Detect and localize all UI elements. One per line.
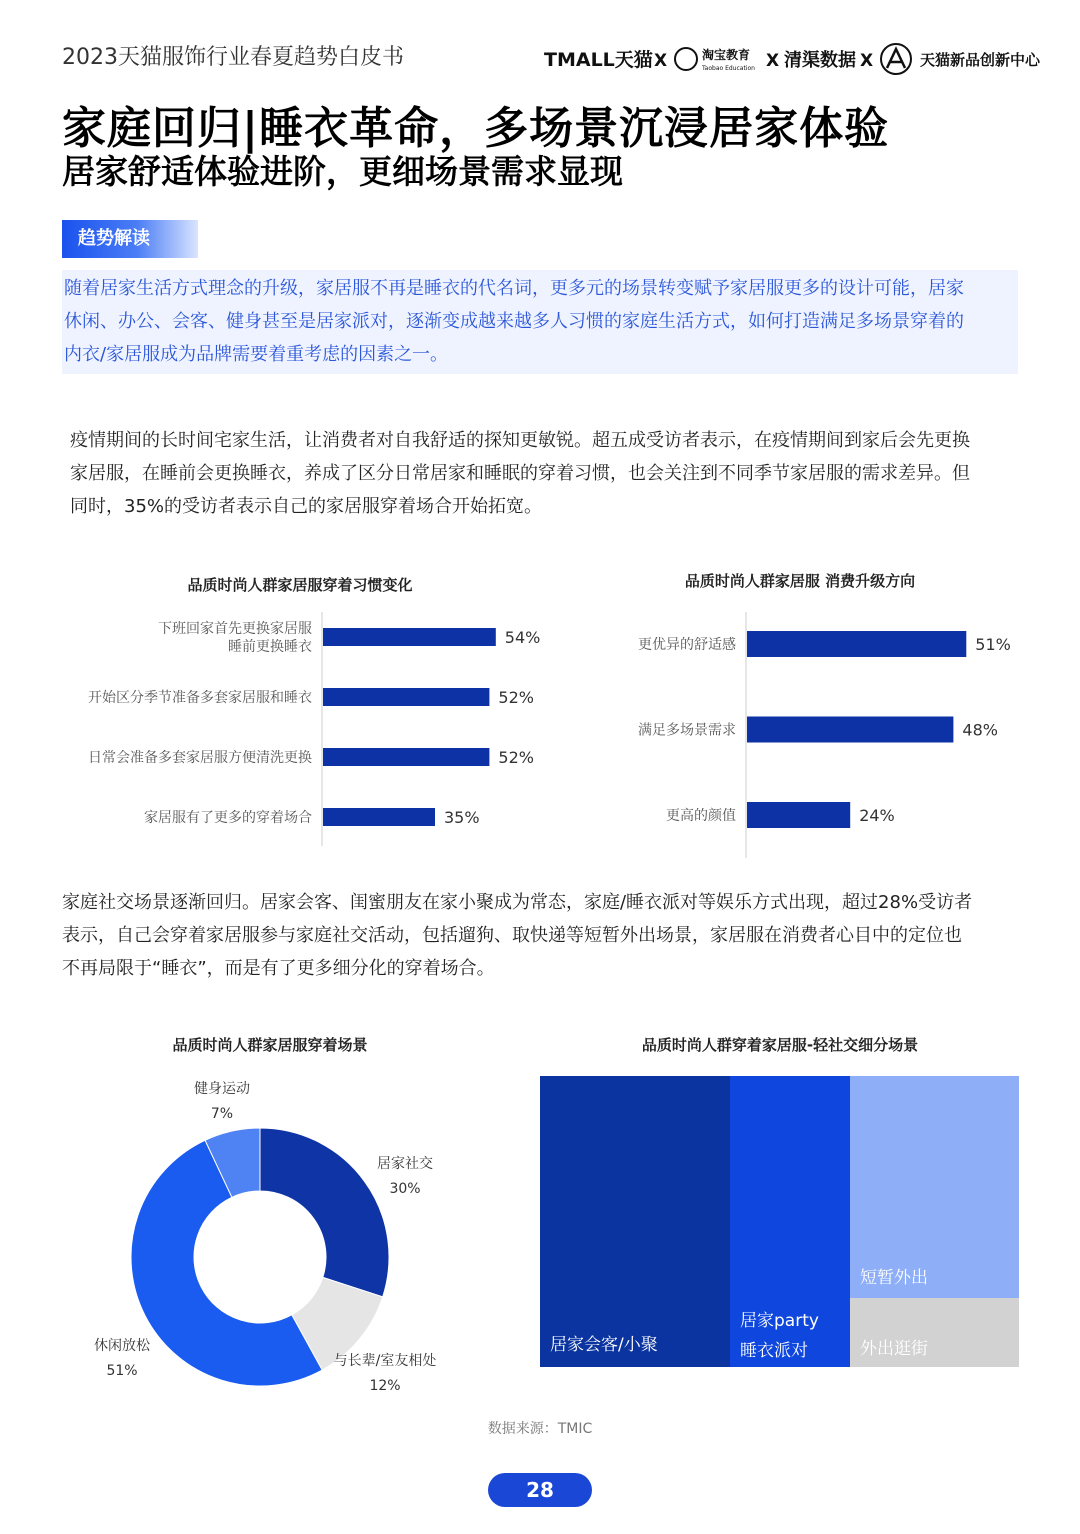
treemap-label: 睡衣派对 bbox=[740, 1341, 808, 1361]
innovation-center-logo: 天猫新品创新中心 bbox=[920, 51, 1041, 69]
trend-box bbox=[62, 270, 1018, 374]
donut-slice-value: 30% bbox=[389, 1181, 421, 1197]
trend-line: 内衣/家居服成为品牌需要着重考虑的因素之一。 bbox=[64, 344, 449, 365]
chart-title-scene: 品质时尚人群家居服穿着场景 bbox=[172, 1036, 368, 1054]
trend-line: 休闲、办公、会客、健身甚至是居家派对，逐渐变成越来越多人习惯的家庭生活方式，如何打造满足多场景穿着的 bbox=[64, 311, 964, 332]
bar bbox=[747, 717, 953, 743]
bar bbox=[323, 748, 489, 766]
sub-title: 居家舒适体验进阶，更细场景需求显现 bbox=[62, 152, 623, 191]
brand-separator: X bbox=[860, 51, 874, 71]
bar-category-label: 家居服有了更多的穿着场合 bbox=[144, 810, 312, 826]
paragraph-line: 家居服，在睡前会更换睡衣，养成了区分日常居家和睡眠的穿着习惯，也会关注到不同季节家居服的需求差异。但 bbox=[70, 463, 970, 484]
donut-slice-label: 与长辈/室友相处 bbox=[333, 1353, 437, 1369]
paragraph-line: 表示，自己会穿着家居服参与家庭社交活动，包括遛狗、取快递等短暂外出场景，家居服在消费者心目中的定位也 bbox=[62, 925, 962, 946]
bar-category-label: 更高的颜值 bbox=[666, 808, 736, 824]
donut-slice-value: 51% bbox=[106, 1363, 138, 1379]
chart-title-upgrade: 品质时尚人群家居服 消费升级方向 bbox=[684, 572, 916, 590]
bar-category-label: 下班回家首先更换家居服 bbox=[158, 621, 312, 637]
upgrade-bar-chart bbox=[600, 612, 1040, 862]
paragraph-line: 疫情期间的长时间宅家生活，让消费者对自我舒适的探知更敏锐。超五成受访者表示，在疫情期间到家后会先更换 bbox=[70, 430, 970, 451]
treemap-cell bbox=[850, 1298, 1019, 1367]
chart-title-social: 品质时尚人群穿着家居服-轻社交细分场景 bbox=[641, 1036, 919, 1054]
bar-category-label: 更优异的舒适感 bbox=[638, 637, 736, 653]
bar-category-label: 开始区分季节准备多套家居服和睡衣 bbox=[88, 690, 312, 706]
data-source: 数据来源：TMIC bbox=[487, 1421, 593, 1437]
scene-donut-chart bbox=[80, 1070, 480, 1400]
paragraph-line: 不再局限于“睡衣”，而是有了更多细分化的穿着场合。 bbox=[62, 958, 495, 979]
bar-value-label: 52% bbox=[498, 688, 534, 707]
bar bbox=[747, 631, 966, 657]
taobao-education-logo: 淘宝教育 bbox=[702, 48, 751, 62]
treemap-label: 短暂外出 bbox=[860, 1268, 928, 1288]
paragraph-1 bbox=[70, 424, 1010, 523]
bar-value-label: 24% bbox=[859, 806, 895, 825]
brand-separator: X bbox=[654, 51, 668, 71]
treemap-label: 居家会客/小聚 bbox=[550, 1335, 658, 1355]
treemap-label: 居家party bbox=[740, 1311, 819, 1331]
bar-value-label: 35% bbox=[444, 808, 480, 827]
bar-category-label: 睡前更换睡衣 bbox=[228, 639, 312, 655]
brand-separator: X bbox=[766, 51, 780, 71]
main-title: 家庭回归|睡衣革命，多场景沉浸居家体验 bbox=[62, 103, 890, 154]
paragraph-2 bbox=[62, 886, 1012, 985]
brand-logos bbox=[544, 42, 1054, 76]
qingqu-data-logo: 清渠数据 bbox=[784, 50, 856, 71]
bar-category-label: 日常会准备多套家居服方便清洗更换 bbox=[88, 750, 312, 766]
bar-value-label: 54% bbox=[504, 628, 541, 647]
donut-slice-value: 12% bbox=[369, 1378, 401, 1394]
bar-value-label: 51% bbox=[975, 635, 1011, 654]
brand-logo-bar bbox=[544, 42, 1054, 76]
chart-title-habit: 品质时尚人群家居服穿着习惯变化 bbox=[187, 576, 413, 594]
paragraph-line: 家庭社交场景逐渐回归。居家会客、闺蜜朋友在家小聚成为常态，家庭/睡衣派对等娱乐方式出现，超过28%受访者 bbox=[62, 892, 973, 913]
innovation-center-icon-mark bbox=[887, 49, 905, 68]
document-title: 2023天猫服饰行业春夏趋势白皮书 bbox=[62, 45, 404, 70]
donut-slice-label: 休闲放松 bbox=[94, 1338, 150, 1354]
tmall-logo: TMALL天猫 bbox=[544, 49, 653, 71]
taobao-education-icon bbox=[675, 48, 697, 70]
trend-line: 随着居家生活方式理念的升级，家居服不再是睡衣的代名词，更多元的场景转变赋予家居服更多的设计可能，居家 bbox=[64, 278, 964, 299]
bar-value-label: 52% bbox=[498, 748, 534, 767]
bar bbox=[323, 808, 435, 826]
taobao-education-logo-en: Taobao Education bbox=[702, 65, 755, 72]
bar bbox=[747, 802, 850, 828]
page-number: 28 bbox=[488, 1473, 592, 1507]
treemap-cell bbox=[730, 1076, 850, 1367]
treemap-label: 外出逛街 bbox=[860, 1339, 928, 1359]
bar bbox=[323, 628, 496, 646]
bar-value-label: 48% bbox=[962, 720, 998, 740]
habit-bar-chart bbox=[60, 612, 560, 852]
trend-tag: 趋势解读 bbox=[62, 220, 198, 258]
social-treemap bbox=[540, 1076, 1019, 1367]
donut-slice bbox=[260, 1128, 389, 1297]
bar-category-label: 满足多场景需求 bbox=[638, 722, 736, 739]
donut-slice-label: 居家社交 bbox=[377, 1156, 433, 1172]
bar bbox=[323, 688, 489, 706]
donut-slice-value: 7% bbox=[210, 1106, 234, 1122]
treemap-cell bbox=[540, 1076, 730, 1367]
treemap-cell bbox=[850, 1076, 1019, 1298]
paragraph-line: 同时，35%的受访者表示自己的家居服穿着场合开始拓宽。 bbox=[70, 496, 543, 517]
donut-slice-label: 健身运动 bbox=[194, 1081, 250, 1097]
